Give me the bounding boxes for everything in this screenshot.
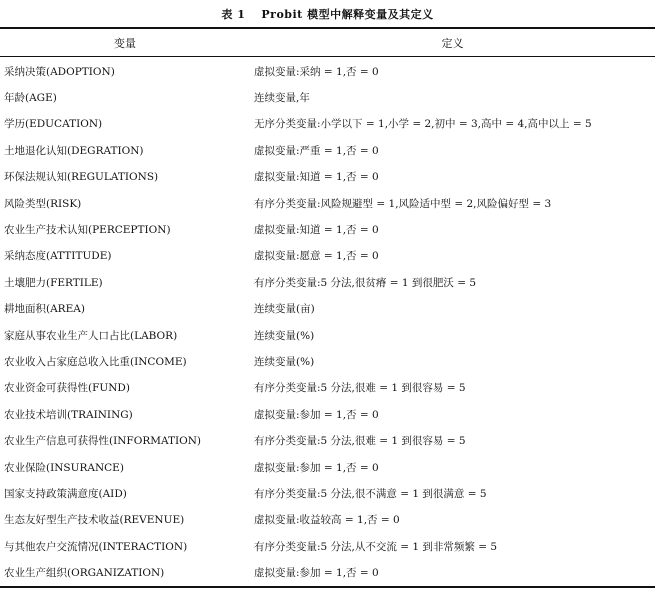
variable-cell: 农业生产组织(ORGANIZATION) <box>4 567 165 580</box>
table-row <box>0 427 655 453</box>
variable-cell: 家庭从事农业生产人口占比(LABOR) <box>4 329 178 342</box>
definition-cell: 有序分类变量:5 分法,很不满意 = 1 到很满意 = 5 <box>254 487 487 500</box>
variable-cell: 农业技术培训(TRAINING) <box>4 408 133 421</box>
definition-cell: 连续变量(%) <box>254 355 315 368</box>
variable-cell: 环保法规认知(REGULATIONS) <box>4 171 159 184</box>
definition-cell: 有序分类变量:5 分法,很难 = 1 到很容易 = 5 <box>254 382 466 395</box>
table-row <box>0 454 655 480</box>
definition-cell: 虚拟变量:参加 = 1,否 = 0 <box>254 461 379 474</box>
definition-cell: 虚拟变量:愿意 = 1,否 = 0 <box>254 250 379 263</box>
variable-cell: 采纳态度(ATTITUDE) <box>4 250 112 263</box>
table-row <box>0 507 655 533</box>
table-row <box>0 375 655 401</box>
variable-cell: 年龄(AGE) <box>4 92 57 105</box>
variable-cell: 耕地面积(AREA) <box>4 303 85 316</box>
table-number: 表 1 <box>221 8 246 21</box>
table-row <box>0 269 655 295</box>
table-row <box>0 348 655 374</box>
definition-cell: 虚拟变量:严重 = 1,否 = 0 <box>254 144 379 157</box>
table-row <box>0 190 655 216</box>
variable-cell: 农业收入占家庭总收入比重(INCOME) <box>4 355 187 368</box>
definition-cell: 虚拟变量:参加 = 1,否 = 0 <box>254 408 379 421</box>
table-row <box>0 296 655 322</box>
table-row <box>0 164 655 190</box>
table-body <box>0 57 655 586</box>
definition-cell: 连续变量,年 <box>254 92 310 105</box>
table-title: Probit 模型中解释变量及其定义 <box>261 8 434 21</box>
variable-cell: 农业资金可获得性(FUND) <box>4 382 130 395</box>
table-row <box>0 322 655 348</box>
definition-cell: 有序分类变量:5 分法,很难 = 1 到很容易 = 5 <box>254 435 466 448</box>
variable-cell: 生态友好型生产技术收益(REVENUE) <box>4 514 185 527</box>
definition-cell: 虚拟变量:参加 = 1,否 = 0 <box>254 567 379 580</box>
definition-cell: 虚拟变量:知道 = 1,否 = 0 <box>254 224 379 237</box>
variable-cell: 国家支持政策满意度(AID) <box>4 487 127 500</box>
table-row <box>0 137 655 163</box>
table-row <box>0 111 655 137</box>
definition-cell: 有序分类变量:5 分法,很贫瘠 = 1 到很肥沃 = 5 <box>254 276 477 289</box>
definition-cell: 连续变量(%) <box>254 329 315 342</box>
variable-cell: 与其他农户交流情况(INTERACTION) <box>4 540 188 553</box>
variable-cell: 风险类型(RISK) <box>4 197 82 210</box>
variable-cell: 农业保险(INSURANCE) <box>4 461 124 474</box>
header-variable: 变量 <box>114 36 136 50</box>
definition-cell: 有序分类变量:5 分法,从不交流 = 1 到非常频繁 = 5 <box>254 540 498 553</box>
table-caption <box>0 6 655 22</box>
header-definition: 定义 <box>441 36 464 50</box>
table-row <box>0 243 655 269</box>
definition-cell: 有序分类变量:风险规避型 = 1,风险适中型 = 2,风险偏好型 = 3 <box>254 197 552 210</box>
definition-cell: 无序分类变量:小学以下 = 1,小学 = 2,初中 = 3,高中 = 4,高中以上 = 5 <box>254 118 592 131</box>
variable-cell: 农业生产信息可获得性(INFORMATION) <box>4 435 202 448</box>
variables-table <box>0 27 655 588</box>
variable-cell: 土地退化认知(DEGRATION) <box>4 144 144 157</box>
definition-cell: 虚拟变量:知道 = 1,否 = 0 <box>254 171 379 184</box>
table-row <box>0 84 655 110</box>
variable-cell: 农业生产技术认知(PERCEPTION) <box>4 224 171 237</box>
variable-cell: 采纳决策(ADOPTION) <box>4 65 115 78</box>
variable-cell: 学历(EDUCATION) <box>4 118 103 131</box>
table-row <box>0 533 655 559</box>
table-row <box>0 58 655 84</box>
definition-cell: 虚拟变量:收益较高 = 1,否 = 0 <box>254 514 400 527</box>
definition-cell: 连续变量(亩) <box>254 303 315 316</box>
table-header <box>0 29 655 57</box>
table-row <box>0 559 655 585</box>
table-row <box>0 216 655 242</box>
definition-cell: 虚拟变量:采纳 = 1,否 = 0 <box>254 65 379 78</box>
table-row <box>0 480 655 506</box>
table-row <box>0 401 655 427</box>
variable-cell: 土壤肥力(FERTILE) <box>4 276 103 289</box>
